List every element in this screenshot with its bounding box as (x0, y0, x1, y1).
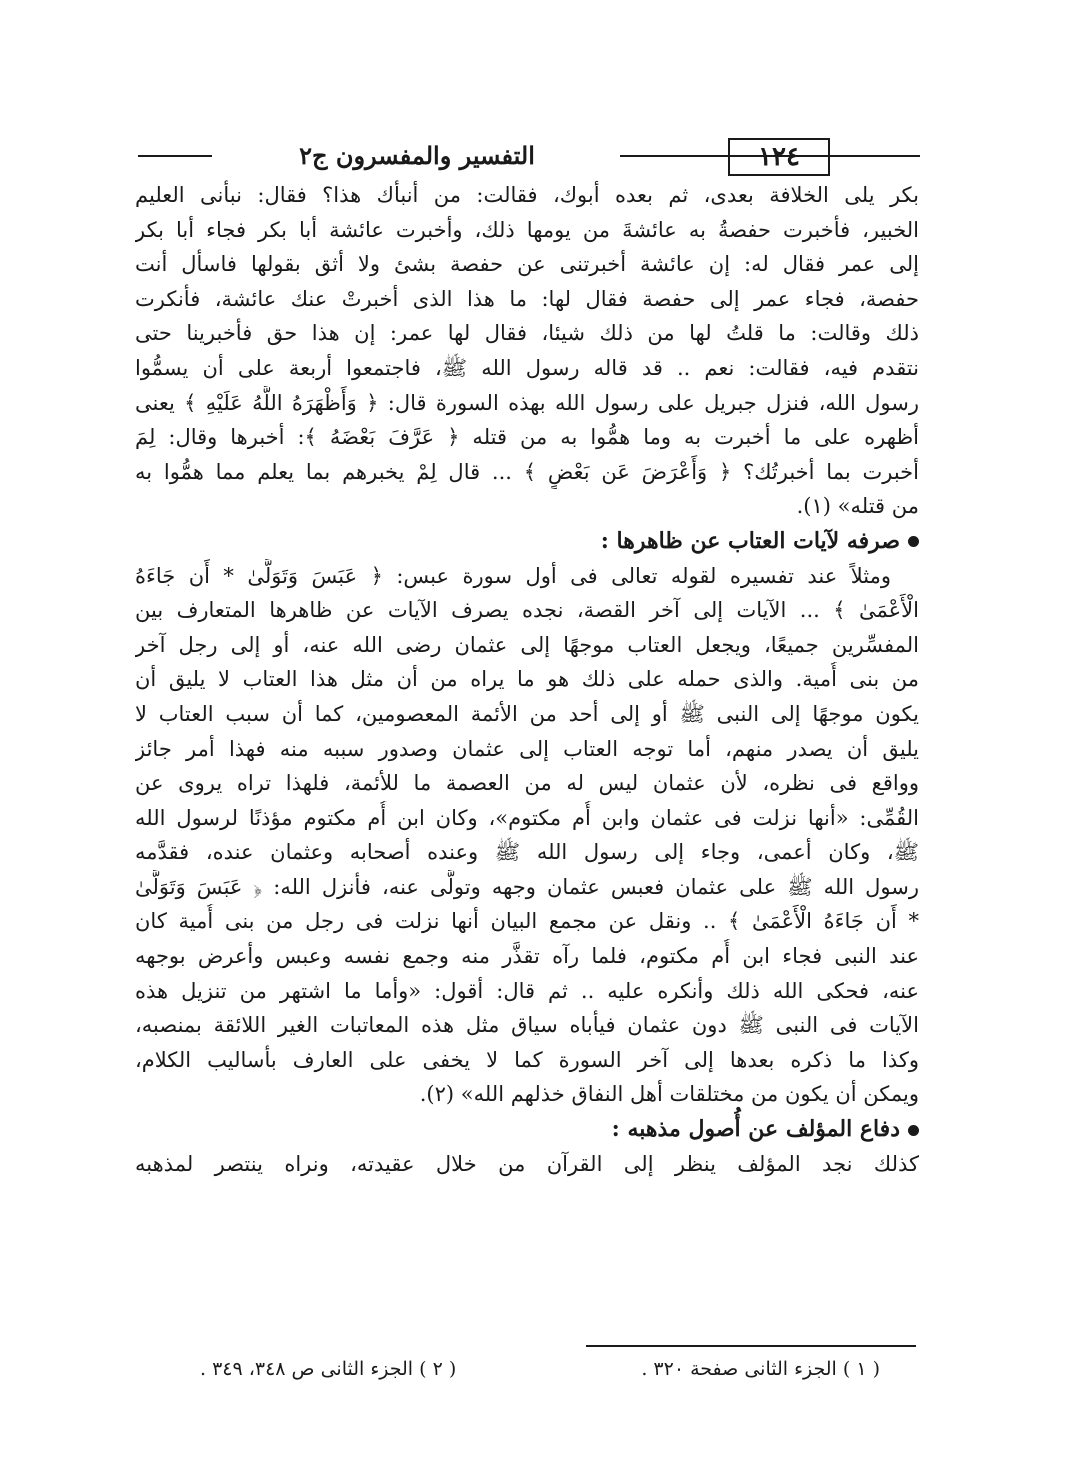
footnote-2: ( ٢ ) الجزء الثانى ص ٣٤٨، ٣٤٩ . (200, 1358, 457, 1380)
text-line: يكون موجهًا إلى النبى ﷺ أو إلى أحد من الأئمة المعصومين، كما أن سبب العتاب لا (135, 701, 919, 726)
running-title: التفسير والمفسرون ج٢ (299, 140, 535, 170)
text-line: رسول الله، فنزل جبريل على رسول الله بهذه السورة قال: ﴿ وَأَظْهَرَهُ اللَّهُ عَلَيْهِ ﴾ يعنى (135, 390, 919, 415)
text-line: المفسِّرين جميعًا، ويجعل العتاب موجهًا إلى عثمان رضى الله عنه، أو إلى رجل آخر (135, 632, 919, 657)
header-rule-middle (620, 155, 832, 157)
text-line: الْأَعْمَىٰ ﴾ ... الآيات إلى آخر القصة، نجده يصرف الآيات عن ظاهرها المتعارف بين (135, 598, 919, 623)
text-line: ومثلاً عند تفسيره لقوله تعالى فى أول سورة عبس: ﴿ عَبَسَ وَتَوَلَّىٰ * أَن جَاءَهُ (135, 563, 891, 588)
text-line: الخبير، فأخبرت حفصةُ به عائشةَ من يومها ذلك، وأخبرت عائشة أبا بكر فجاء أبا بكر (135, 217, 919, 242)
footnotes (200, 1352, 880, 1386)
text-line: من بنى أُمية. والذى حمله على ذلك هو ما يراه من أن مثل هذا العتاب لا يليق أن (135, 667, 919, 692)
text-line: رسول الله ﷺ على عثمان فعبس عثمان وجهه وتولَّى عنه، فأنزل الله: ﴿ عَبَسَ وَتَوَلَّىٰ (135, 874, 919, 899)
page-number: ١٢٤ (728, 138, 830, 176)
text-line: إلى عمر فقال له: إن عائشة أخبرتنى عن حفصة بشئ ولا أثق بقولها فاسأل أنت (135, 252, 919, 277)
bullet-icon (908, 536, 919, 547)
text-line: أظهره على ما أخبرت به وما همُّوا به من قتله ﴿ عَرَّفَ بَعْضَهُ ﴾: أخبرها وقال: لِمَ (135, 425, 919, 450)
text-line: بكر يلى الخلافة بعدى، ثم بعده أبوك، فقالت: من أنبأك هذا؟ فقال: نبأنى العليم (135, 183, 919, 207)
header-rule-right (828, 155, 920, 157)
text-line: حفصة، فجاء عمر إلى حفصة فقال لها: ما هذا الذى أخبرتْ عنك عائشة، فأنكرت (135, 286, 919, 311)
section-heading-text: صرفه لآيات العتاب عن ظاهرها : (600, 527, 900, 554)
text-line: ذلك وقالت: ما قلتُ لها من ذلك شيئا، فقال لها عمر: إن هذا حق فأخبرينا حتى (135, 321, 919, 346)
text-line: نتقدم فيه، فقالت: نعم .. قد قاله رسول الله ﷺ، فاجتمعوا أربعة على أن يسمُّوا (135, 355, 919, 380)
text-line: القُمِّى: «أنها نزلت فى عثمان وابن أُم مكتوم»، وكان ابن أُم مكتوم مؤذنًا لرسول الله (135, 805, 919, 830)
page-header (138, 138, 920, 176)
text-line: * أَن جَاءَهُ الْأَعْمَىٰ ﴾ .. ونقل عن مجمع البيان أنها نزلت فى رجل من بنى أُمية كان (135, 909, 919, 934)
section-heading (135, 1112, 919, 1147)
text-line: ويمكن أن يكون من مختلقات أهل النفاق خذلهم الله» (٢). (419, 1082, 919, 1107)
section-heading-text: دفاع المؤلف عن أُصول مذهبه : (611, 1116, 900, 1143)
header-rule-left (138, 155, 212, 157)
text-line: عنه، فحكى الله ذلك وأنكره عليه .. ثم قال: أقول: «وأما ما اشتهر من تنزيل هذه (135, 978, 919, 1003)
footnote-separator (586, 1345, 916, 1347)
text-line: وواقع فى نظره، لأن عثمان ليس له من العصمة ما للأئمة، فلهذا تراه يروى عن (135, 771, 919, 796)
text-line: عند النبى فجاء ابن أُم مكتوم، فلما رآه تقذَّر منه وجمع نفسه وعبس وأعرض بوجهه (135, 944, 919, 969)
text-line: أخبرت بما أخبرتُك؟ ﴿ وَأَعْرَضَ عَن بَعْضٍ ﴾ ... قال لِمْ يخبرهم بما يعلم مما همُّوا به (135, 459, 919, 484)
page-body (135, 178, 919, 1181)
text-line: الآيات فى النبى ﷺ دون عثمان فيأباه سياق مثل هذه المعاتبات الغير اللائقة بمنصبه، (135, 1013, 919, 1038)
footnote-1: ( ١ ) الجزء الثانى صفحة ٣٢٠ . (641, 1358, 880, 1380)
text-line: وكذا ما ذكره بعدها إلى آخر السورة كما لا يخفى على العارف بأساليب الكلام، (135, 1047, 919, 1072)
text-line: من قتله» (١). (796, 494, 919, 519)
text-line: كذلك نجد المؤلف ينظر إلى القرآن من خلال عقيدته، ونراه ينتصر لمذهبه (135, 1151, 919, 1176)
text-line: ﷺ، وكان أعمى، وجاء إلى رسول الله ﷺ وعنده أصحابه وعثمان عنده، فقدَّمه (135, 840, 919, 865)
bullet-icon (908, 1125, 919, 1136)
text-line: يليق أن يصدر منهم، أما توجه العتاب إلى عثمان وصدور سببه منه فهذا أمر جائز (135, 736, 919, 761)
section-heading (135, 524, 919, 559)
